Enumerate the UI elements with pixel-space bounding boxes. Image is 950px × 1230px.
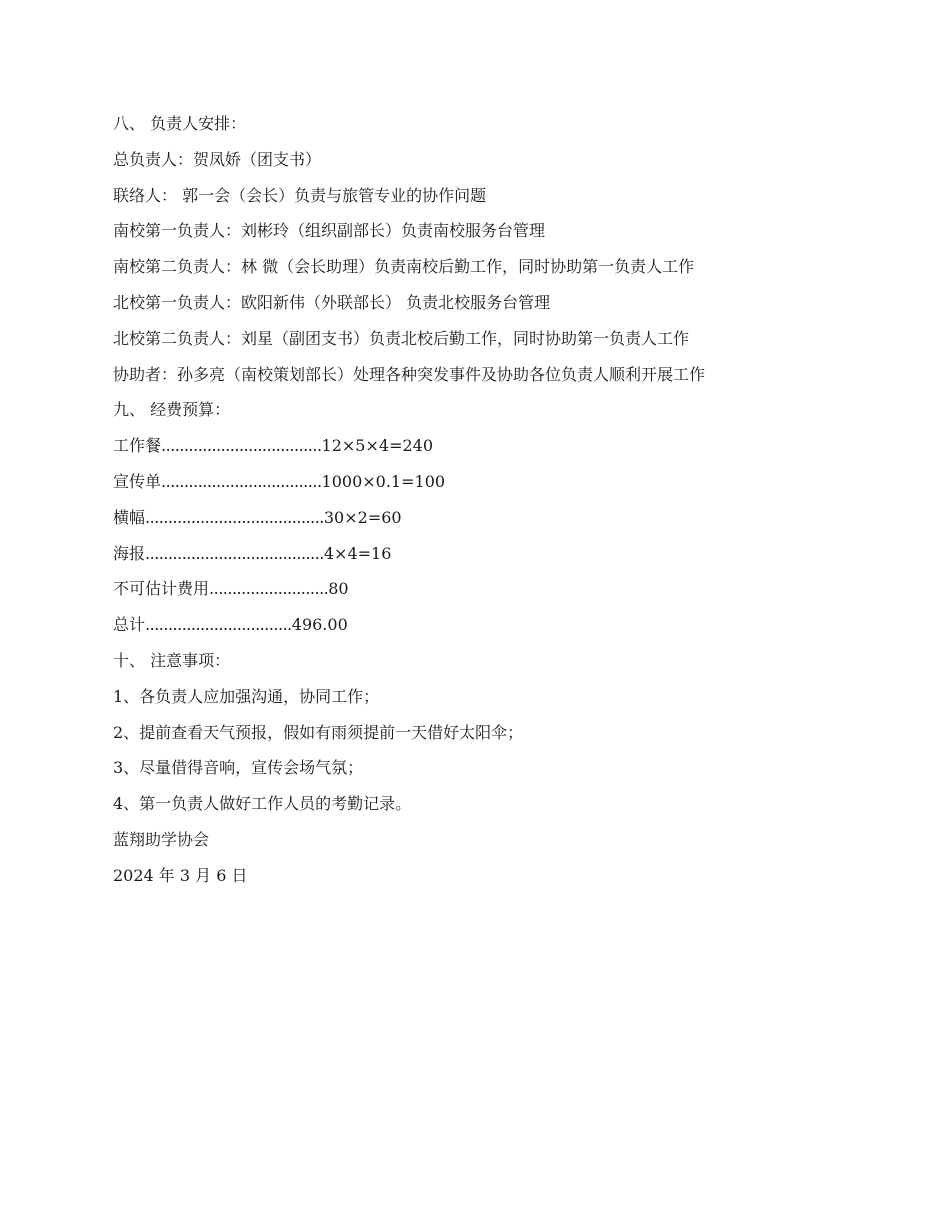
section-9-heading: 九、 经费预算：: [113, 400, 231, 420]
budget-item-value: 496.00: [291, 615, 348, 635]
notice-item: 2、提前查看天气预报，假如有雨须提前一天借好太阳伞；: [113, 722, 524, 742]
document-date: 2024 年 3 月 6 日: [113, 865, 248, 885]
budget-item-value: 12×5×4=240: [321, 436, 434, 456]
budget-item-label: 工作餐: [113, 436, 162, 456]
organization-signature: 蓝翔助学协会: [113, 829, 210, 849]
notice-item: 3、尽量借得音响，宣传会场气氛；: [113, 758, 364, 778]
budget-item-label: 不可估计费用: [113, 579, 210, 599]
budget-item-leader: .......................................: [145, 543, 324, 563]
budget-item-leader: ...................................: [161, 436, 322, 456]
responsibility-line: 南校第一负责人：刘彬玲（组织副部长）负责南校服务台管理: [113, 221, 546, 241]
budget-item-label: 宣传单: [113, 471, 162, 491]
document-body: [113, 106, 833, 894]
budget-item-value: 80: [328, 579, 349, 599]
responsibility-line: 北校第一负责人：欧阳新伟（外联部长） 负责北校服务台管理: [113, 292, 551, 312]
budget-item: [113, 500, 833, 536]
budget-item: [113, 428, 833, 464]
section-8-heading: 八、 负责人安排：: [113, 114, 247, 133]
responsibility-line: 北校第二负责人：刘星（副团支书）负责北校后勤工作，同时协助第一负责人工作: [113, 328, 690, 348]
budget-item-value: 30×2=60: [323, 507, 402, 527]
budget-item-value: 1000×0.1=100: [321, 471, 446, 491]
responsibility-line: 协助者：孙多亮（南校策划部长）处理各种突发事件及协助各位负责人顺利开展工作: [113, 364, 706, 384]
budget-item-label: 横幅: [113, 507, 146, 527]
budget-item: [113, 536, 833, 572]
budget-item-leader: .......................................: [145, 507, 324, 527]
budget-item: [113, 571, 833, 607]
budget-item: [113, 464, 833, 500]
budget-item-leader: ..........................: [209, 579, 329, 599]
section-10-heading: 十、 注意事项：: [113, 650, 231, 670]
budget-item-label: 海报: [113, 543, 146, 563]
budget-item-leader: ................................: [145, 615, 292, 635]
notice-item: 1、各负责人应加强沟通，协同工作；: [113, 686, 380, 706]
budget-total: [113, 607, 833, 643]
notice-item: 4、第一负责人做好工作人员的考勤记录。: [113, 794, 412, 814]
responsibility-line: 总负责人：贺凤娇（团支书）: [113, 149, 322, 169]
budget-item-label: 总计: [113, 615, 146, 635]
responsibility-line: 南校第二负责人：林 微（会长助理）负责南校后勤工作，同时协助第一负责人工作: [113, 257, 695, 277]
budget-item-leader: ...................................: [161, 471, 322, 491]
responsibility-line: 联络人： 郭一会（会长）负责与旅管专业的协作问题: [113, 185, 487, 205]
budget-item-value: 4×4=16: [323, 543, 392, 563]
